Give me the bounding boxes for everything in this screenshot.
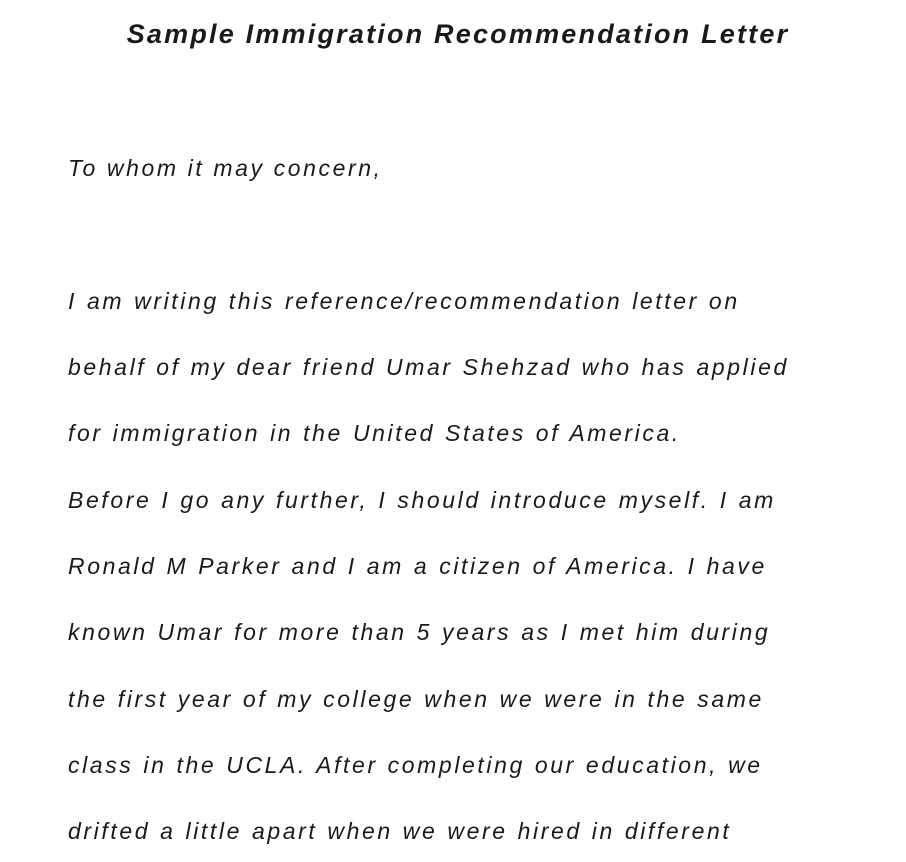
body-line-6: known Umar for more than 5 years as I met him during: [68, 619, 771, 645]
body-line-1: I am writing this reference/recommendation letter on: [68, 288, 740, 314]
body-line-7: the first year of my college when we were in the same: [68, 686, 764, 712]
body-line-8: class in the UCLA. After completing our education, we: [68, 752, 763, 778]
body-line-9: drifted a little apart when we were hired in different: [68, 818, 732, 844]
body-line-2: behalf of my dear friend Umar Shehzad who has applied: [68, 354, 789, 380]
document-title: Sample Immigration Recommendation Letter: [126, 19, 790, 49]
body-line-3: for immigration in the United States of America.: [68, 420, 681, 446]
body-line-5: Ronald M Parker and I am a citizen of America. I have: [68, 553, 767, 579]
body-line-4: Before I go any further, I should introduce myself. I am: [68, 487, 776, 513]
salutation: To whom it may concern,: [68, 155, 383, 181]
